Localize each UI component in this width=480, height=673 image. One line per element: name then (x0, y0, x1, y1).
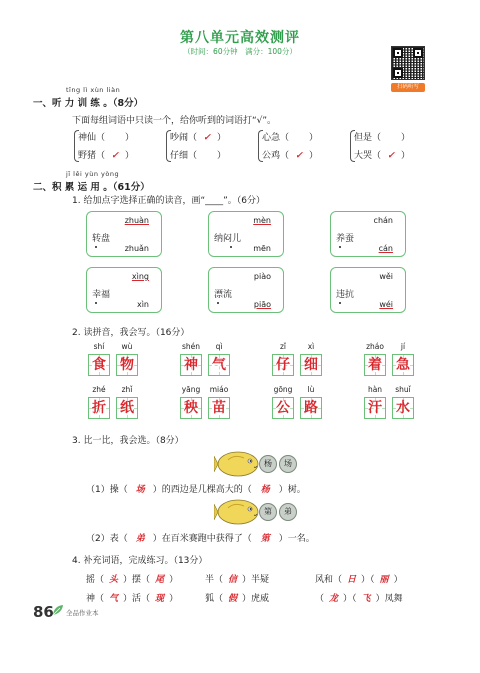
choice-bubble: 场 (279, 455, 297, 473)
idiom-answer[interactable]: 飞 (361, 594, 371, 604)
idiom-text: 风和（ (315, 575, 343, 585)
listen-word: 公鸡（ (262, 151, 290, 161)
pronunciation-box[interactable] (208, 211, 284, 257)
emphasis-dot (339, 246, 341, 248)
pronunciation-box[interactable] (208, 267, 284, 313)
listen-word: 心急（ (262, 133, 290, 143)
word: 养蚕 (336, 234, 355, 244)
checkmark[interactable]: ✓ (295, 151, 303, 161)
hanzi-cell[interactable] (116, 354, 138, 376)
listen-close: ） (401, 133, 411, 143)
hanzi-answer: 细 (304, 357, 318, 373)
choice-bubble: 第 (259, 503, 277, 521)
emphasis-dot (230, 246, 232, 248)
emphasis-dot (217, 302, 219, 304)
hanzi-answer: 汗 (368, 400, 382, 416)
section1-heading: 一、听 力 训 练 。（8分） (33, 98, 144, 109)
listen-item[interactable] (354, 130, 410, 143)
idiom-answer[interactable]: 信 (228, 575, 238, 585)
pinyin-option[interactable]: mèn (253, 216, 271, 225)
hanzi-answer: 秧 (184, 400, 198, 416)
pinyin-label: wù (121, 342, 133, 351)
leaf-icon (52, 604, 64, 616)
page-number: 86 (33, 603, 54, 621)
hanzi-cell[interactable] (364, 397, 386, 419)
footer-brand: 全品作业本 (66, 609, 99, 617)
idiom-text: 摇（ (86, 575, 105, 585)
q3-line1 (86, 482, 306, 495)
listen-word: 神仙（ (78, 133, 106, 143)
emphasis-dot (95, 246, 97, 248)
idiom-text: ） (169, 594, 179, 604)
checkmark[interactable]: ✓ (203, 133, 211, 143)
hanzi-answer: 食 (92, 357, 106, 373)
q3-line2-mid: ）在百米赛跑中获得了（ (152, 534, 252, 544)
hanzi-answer: 仔 (276, 357, 290, 373)
choice-bubble: 杨 (259, 455, 277, 473)
q1-title: 1. 给加点字选择正确的读音，画“____”。（6分） (72, 196, 266, 206)
listen-item[interactable] (262, 148, 318, 161)
listen-item[interactable] (170, 130, 226, 143)
listen-word: 仔细（ (170, 151, 198, 161)
qr-badge: 扫码听写 (391, 83, 425, 92)
q4-title: 4. 补充词语，完成练习。（13分） (72, 556, 208, 566)
choice-bubble: 弟 (279, 503, 297, 521)
pinyin-option[interactable]: chán (373, 216, 393, 225)
q3-title: 3. 比一比，我会选。（8分） (72, 436, 184, 446)
hanzi-answer: 气 (212, 357, 226, 373)
pinyin-option[interactable]: wěi (379, 272, 393, 281)
listen-item[interactable] (78, 148, 134, 161)
idiom-answer[interactable]: 龙 (329, 594, 339, 604)
listen-close: ） (217, 133, 227, 143)
idiom-answer[interactable]: 尾 (155, 575, 165, 585)
hanzi-cell[interactable] (180, 354, 202, 376)
listen-close: ） (309, 151, 319, 161)
pinyin-option[interactable]: cán (378, 244, 393, 253)
pronunciation-box[interactable] (86, 267, 162, 313)
idiom-text: ）半疑 (242, 575, 270, 585)
section1-instruction: 下面每组词语中只读一个，给你听到的词语打“√”。 (72, 116, 277, 126)
idiom-text: ） (393, 575, 403, 585)
word: 漂流 (214, 290, 233, 300)
pinyin-label: xì (307, 342, 315, 351)
pinyin-label: miáo (209, 385, 229, 394)
pinyin-label: shén (181, 342, 201, 351)
hanzi-cell[interactable] (116, 397, 138, 419)
idiom-fill[interactable] (86, 572, 178, 585)
emphasis-dot (95, 302, 97, 304)
word: 违抗 (336, 290, 355, 300)
q3-line1-answer1[interactable]: 场 (135, 485, 145, 495)
q2-title: 2. 读拼音，我会写。（16分） (72, 328, 190, 338)
pinyin-option[interactable]: zhuǎn (124, 244, 149, 253)
idiom-answer[interactable]: 日 (347, 575, 357, 585)
pinyin-label: shuǐ (395, 385, 411, 394)
hanzi-cell[interactable] (272, 354, 294, 376)
listen-item[interactable] (170, 148, 226, 161)
idiom-fill[interactable] (86, 591, 178, 604)
listen-item[interactable] (354, 148, 410, 161)
hanzi-cell[interactable] (208, 397, 230, 419)
pronunciation-box[interactable] (330, 211, 406, 257)
idiom-text: 神（ (86, 594, 105, 604)
section2-pinyin: jī lěi yùn yòng (66, 170, 120, 178)
hanzi-cell[interactable] (300, 397, 322, 419)
hanzi-answer: 纸 (120, 400, 134, 416)
q3-line2 (86, 531, 315, 544)
hanzi-answer: 急 (396, 357, 410, 373)
idiom-text: 半（ (205, 575, 224, 585)
listen-word: 野猪（ (78, 151, 106, 161)
idiom-answer[interactable]: 假 (228, 594, 238, 604)
idiom-text: ）摆（ (123, 575, 151, 585)
idiom-answer[interactable]: 气 (109, 594, 119, 604)
hanzi-cell[interactable] (364, 354, 386, 376)
q3-line2-answer2[interactable]: 第 (260, 534, 270, 544)
listen-word: 大哭（ (354, 151, 382, 161)
hanzi-answer: 公 (276, 400, 290, 416)
idiom-answer[interactable]: 现 (155, 594, 165, 604)
idiom-text: ）凤舞 (375, 594, 403, 604)
pronunciation-box[interactable] (86, 211, 162, 257)
q3-line1-mid: ）的西边是几棵高大的（ (152, 485, 252, 495)
idiom-text: ）（ (361, 575, 375, 585)
pinyin-label: zháo (366, 342, 384, 351)
listen-item[interactable] (262, 130, 318, 143)
hanzi-answer: 折 (92, 400, 106, 416)
idiom-answer[interactable]: 头 (109, 575, 119, 585)
listen-close: ） (125, 133, 135, 143)
listen-close: ） (401, 151, 411, 161)
hanzi-cell[interactable] (392, 397, 414, 419)
hanzi-cell[interactable] (180, 397, 202, 419)
page-title: 第八单元高效测评 (180, 30, 300, 46)
pinyin-label: lù (307, 385, 315, 394)
listen-item[interactable] (78, 130, 134, 143)
listen-close: ） (217, 151, 227, 161)
idiom-text: ）活（ (123, 594, 151, 604)
idiom-answer[interactable]: 丽 (379, 575, 389, 585)
fish-illustration-1 (214, 450, 266, 482)
listen-word: 吵闹（ (170, 133, 198, 143)
word: 幸福 (92, 290, 111, 300)
idiom-text: ）（ (343, 594, 357, 604)
pinyin-label: zhǐ (121, 385, 133, 394)
emphasis-dot (339, 302, 341, 304)
pinyin-option[interactable]: piào (253, 272, 271, 281)
pronunciation-box[interactable] (330, 267, 406, 313)
section1-pinyin: tīng lì xùn liàn (66, 86, 121, 94)
pinyin-option[interactable]: xìng (131, 272, 149, 281)
q3-line1-answer2[interactable]: 杨 (260, 485, 270, 495)
hanzi-answer: 神 (184, 357, 198, 373)
hanzi-answer: 水 (396, 400, 410, 416)
pinyin-label: zhé (92, 385, 106, 394)
q3-line2-post: ）一名。 (278, 534, 315, 544)
hanzi-answer: 物 (120, 357, 134, 373)
fish-illustration-2 (214, 498, 266, 530)
pinyin-label: zǐ (279, 342, 287, 351)
word: 纳闷儿 (214, 234, 242, 244)
listen-close: ） (309, 133, 319, 143)
word: 转盘 (92, 234, 111, 244)
qr-code[interactable] (391, 46, 425, 80)
pinyin-label: yāng (181, 385, 201, 394)
pinyin-option[interactable]: wéi (379, 300, 393, 309)
hanzi-answer: 着 (368, 357, 382, 373)
hanzi-cell[interactable] (208, 354, 230, 376)
hanzi-answer: 苗 (212, 400, 226, 416)
idiom-text: ） (169, 575, 179, 585)
section2-heading: 二、积 累 运 用 。（61分） (33, 182, 150, 193)
page-subtitle: （时间：60分钟 满分：100分） (183, 47, 297, 56)
hanzi-cell[interactable] (392, 354, 414, 376)
idiom-text: （ (315, 594, 325, 604)
pinyin-label: gōng (273, 385, 293, 394)
hanzi-cell[interactable] (88, 397, 110, 419)
hanzi-answer: 路 (304, 400, 318, 416)
idiom-text: ）虎威 (242, 594, 270, 604)
listen-close: ） (125, 151, 135, 161)
idiom-text: 狐（ (205, 594, 224, 604)
idiom-fill[interactable] (205, 591, 269, 604)
pinyin-option[interactable]: piāo (253, 300, 271, 309)
pinyin-option[interactable]: zhuàn (124, 216, 149, 225)
idiom-fill[interactable] (315, 572, 403, 585)
q3-line2-answer1[interactable]: 弟 (135, 534, 145, 544)
q3-line2-pre: （2）表（ (86, 534, 128, 544)
pinyin-label: hàn (367, 385, 383, 394)
pinyin-option[interactable]: mēn (253, 244, 271, 253)
pinyin-label: shí (93, 342, 105, 351)
q3-line1-post: ）树。 (278, 485, 306, 495)
hanzi-cell[interactable] (272, 397, 294, 419)
listen-word: 但是（ (354, 133, 382, 143)
idiom-fill[interactable] (205, 572, 269, 585)
pinyin-label: qì (215, 342, 223, 351)
pinyin-label: jí (400, 342, 406, 351)
hanzi-cell[interactable] (88, 354, 110, 376)
checkmark[interactable]: ✓ (111, 151, 119, 161)
hanzi-cell[interactable] (300, 354, 322, 376)
pinyin-option[interactable]: xìn (136, 300, 149, 309)
idiom-fill[interactable] (315, 591, 403, 604)
q3-line1-pre: （1）操（ (86, 485, 128, 495)
checkmark[interactable]: ✓ (387, 151, 395, 161)
